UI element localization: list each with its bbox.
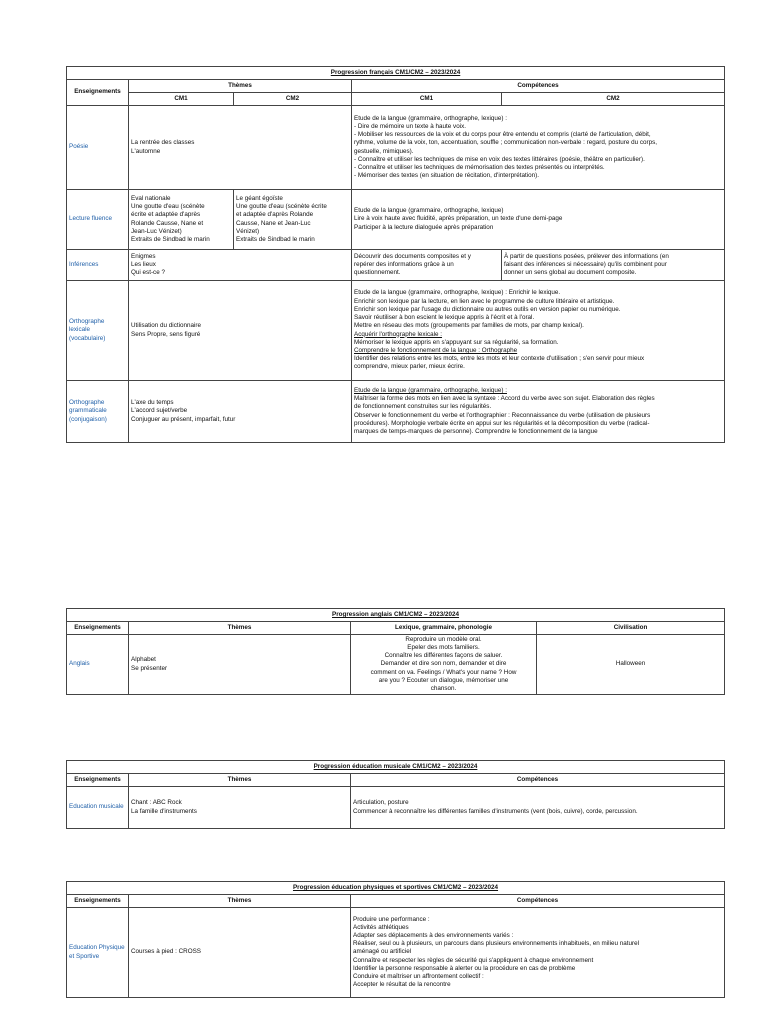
header-enseignements: Enseignements — [67, 80, 129, 106]
themes-cell: Utilisation du dictionnaire Sens Propre, sens figuré — [129, 281, 352, 381]
table-title: Progression français CM1/CM2 – 2023/2024 — [67, 67, 725, 80]
table-row — [67, 250, 725, 281]
subject-cell: Anglais — [67, 635, 129, 695]
header-lexique: Lexique, grammaire, phonologie — [351, 622, 537, 635]
competences-cell: Etude de la langue (grammaire, orthographe, lexique) : Maîtriser la forme des mots en lien avec la syntaxe : Accord du verbe avec son sujet. Elaboration des règles de fonctionnement construites sur les régularités. Observer le fonctionnement du verbe et l'orthographier : Reconnaissance du verbe (utilisation de plusieurs procédures). Morphologie verbale écrite en appui sur les régularités et la décomposition du verbe (radical- marques de temps-marques de personne). Comprendre le fonctionnement de la langue — [352, 381, 725, 443]
table-row — [67, 381, 725, 443]
table-title: Progression éducation musicale CM1/CM2 – 2023/2024 — [67, 761, 725, 774]
header-enseignements: Enseignements — [67, 774, 129, 787]
table-row — [67, 281, 725, 381]
table-row — [67, 106, 725, 190]
table-row — [67, 908, 725, 998]
civilisation-cell: Halloween — [537, 635, 725, 695]
header-competences: Compétences — [352, 80, 725, 93]
subject-cell: Orthographe grammaticale (conjugaison) — [67, 381, 129, 443]
table-row — [67, 787, 725, 829]
header-competences: Compétences — [351, 774, 725, 787]
header-cm1: CM1 — [352, 93, 502, 106]
subject-cell: Education musicale — [67, 787, 129, 829]
table-title: Progression éducation physiques et sportives CM1/CM2 – 2023/2024 — [67, 882, 725, 895]
header-themes: Thèmes — [129, 895, 351, 908]
table-row — [67, 635, 725, 695]
themes-cell: L'axe du temps L'accord sujet/verbe Conjuguer au présent, imparfait, futur — [129, 381, 352, 443]
themes-cell: La rentrée des classes L'automne — [129, 106, 352, 190]
themes-cm2-cell: Le géant égoïste Une goutte d'eau (scénète écrite et adaptée d'après Rolande Causse, Nane et Jean-Luc Vénizet) Extraits de Sindbad le marin — [234, 190, 352, 250]
header-civilisation: Civilisation — [537, 622, 725, 635]
header-themes: Thèmes — [129, 622, 351, 635]
header-cm1: CM1 — [129, 93, 234, 106]
francais-table — [66, 66, 725, 443]
lexique-cell: Reproduire un modèle oral. Epeler des mots familiers. Connaître les différentes façons de saluer. Demander et dire son nom, demander et dire comment on va. Feelings / What's your name ? How are you ? Ecouter un dialogue, mémoriser une chanson. — [351, 635, 537, 695]
competences-cm1-cell: Découvrir des documents composites et y repérer des informations grâce à un questionnement. — [352, 250, 502, 281]
subject-cell: Inférences — [67, 250, 129, 281]
competences-cm2-cell: À partir de questions posées, prélever des informations (en faisant des inférences si nécessaire) qu'ils combinent pour donner un sens global au document composite. — [502, 250, 725, 281]
themes-cell: Chant : ABC Rock La famille d'instruments — [129, 787, 351, 829]
eps-table — [66, 881, 725, 998]
anglais-table — [66, 608, 725, 695]
header-themes: Thèmes — [129, 774, 351, 787]
competences-cell: Etude de la langue (grammaire, orthographe, lexique) Lire à voix haute avec fluidité, après préparation, un texte d'une demi-page Participer à la lecture dialoguée après préparation — [352, 190, 725, 250]
table-row — [67, 190, 725, 250]
subject-cell: Lecture fluence — [67, 190, 129, 250]
themes-cm1-cell: Eval nationale Une goutte d'eau (scénète écrite et adaptée d'après Rolande Causse, Nane et Jean-Luc Vénizet) Extraits de Sindbad le marin — [129, 190, 234, 250]
themes-cell: Courses à pied : CROSS — [129, 908, 351, 998]
header-cm2: CM2 — [502, 93, 725, 106]
competences-cell: Articulation, posture Commencer à reconnaître les différentes familles d'instruments (vent (bois, cuivre), corde, percussion. — [351, 787, 725, 829]
header-enseignements: Enseignements — [67, 895, 129, 908]
themes-cell: Alphabet Se présenter — [129, 635, 351, 695]
musique-table — [66, 760, 725, 829]
header-competences: Compétences — [351, 895, 725, 908]
header-enseignements: Enseignements — [67, 622, 129, 635]
competences-cell: Etude de la langue (grammaire, orthographe, lexique) : Enrichir le lexique. Enrichir son lexique par la lecture, en lien avec le programme de culture littéraire et artistique. Enrichir son lexique par l'usage du dictionnaire ou autres outils en version papier ou numérique. Savoir réutiliser à bon escient le lexique appris à l'écrit et à l'oral. Mettre en réseau des mots (groupements par familles de mots, par champ lexical). Acquérir l'orthographe lexicale : Mémoriser le lexique appris en s'appuyant sur sa régularité, sa formation. Comprendre le fonctionnement de la langue : Orthographe Identifier des relations entre les mots, entre les mots et leur contexte d'utilisation ; s'en servir pour mieux comprendre, mieux parler, mieux écrire. — [352, 281, 725, 381]
subject-cell: Education Physique et Sportive — [67, 908, 129, 998]
subject-cell: Orthographe lexicale (vocabulaire) — [67, 281, 129, 381]
competences-cell: Produire une performance : Activités athlétiques Adapter ses déplacements à des environnements variés : Réaliser, seul ou à plusieurs, un parcours dans plusieurs environnements inhabituels, en milieu naturel aménagé ou artificiel Connaître et respecter les règles de sécurité qui s'appliquent à chaque environnement Identifier la personne responsable à alerter ou la procédure en cas de problème Conduire et maîtriser un affrontement collectif : Accepter le résultat de la rencontre — [351, 908, 725, 998]
table-title: Progression anglais CM1/CM2 – 2023/2024 — [67, 609, 725, 622]
subject-cell: Poésie — [67, 106, 129, 190]
header-themes: Thèmes — [129, 80, 352, 93]
competences-cell: Etude de la langue (grammaire, orthographe, lexique) : - Dire de mémoire un texte à haute voix. - Mobiliser les ressources de la voix et du corps pour être entendu et compris (clarté de l'articulation, débit, rythme, volume de la voix, ton, accentuation, souffle ; communication non-verbale : regard, posture du corps, gestuelle, mimiques). - Connaître et utiliser les techniques de mise en voix des textes littéraires (poésie, théâtre en particulier). - Connaître et utiliser les techniques de mémorisation des textes présentés ou interprétés. - Mémoriser des textes (en situation de récitation, d'interprétation). — [352, 106, 725, 190]
themes-cell: Enigmes Les lieux Qui est-ce ? — [129, 250, 352, 281]
header-cm2: CM2 — [234, 93, 352, 106]
